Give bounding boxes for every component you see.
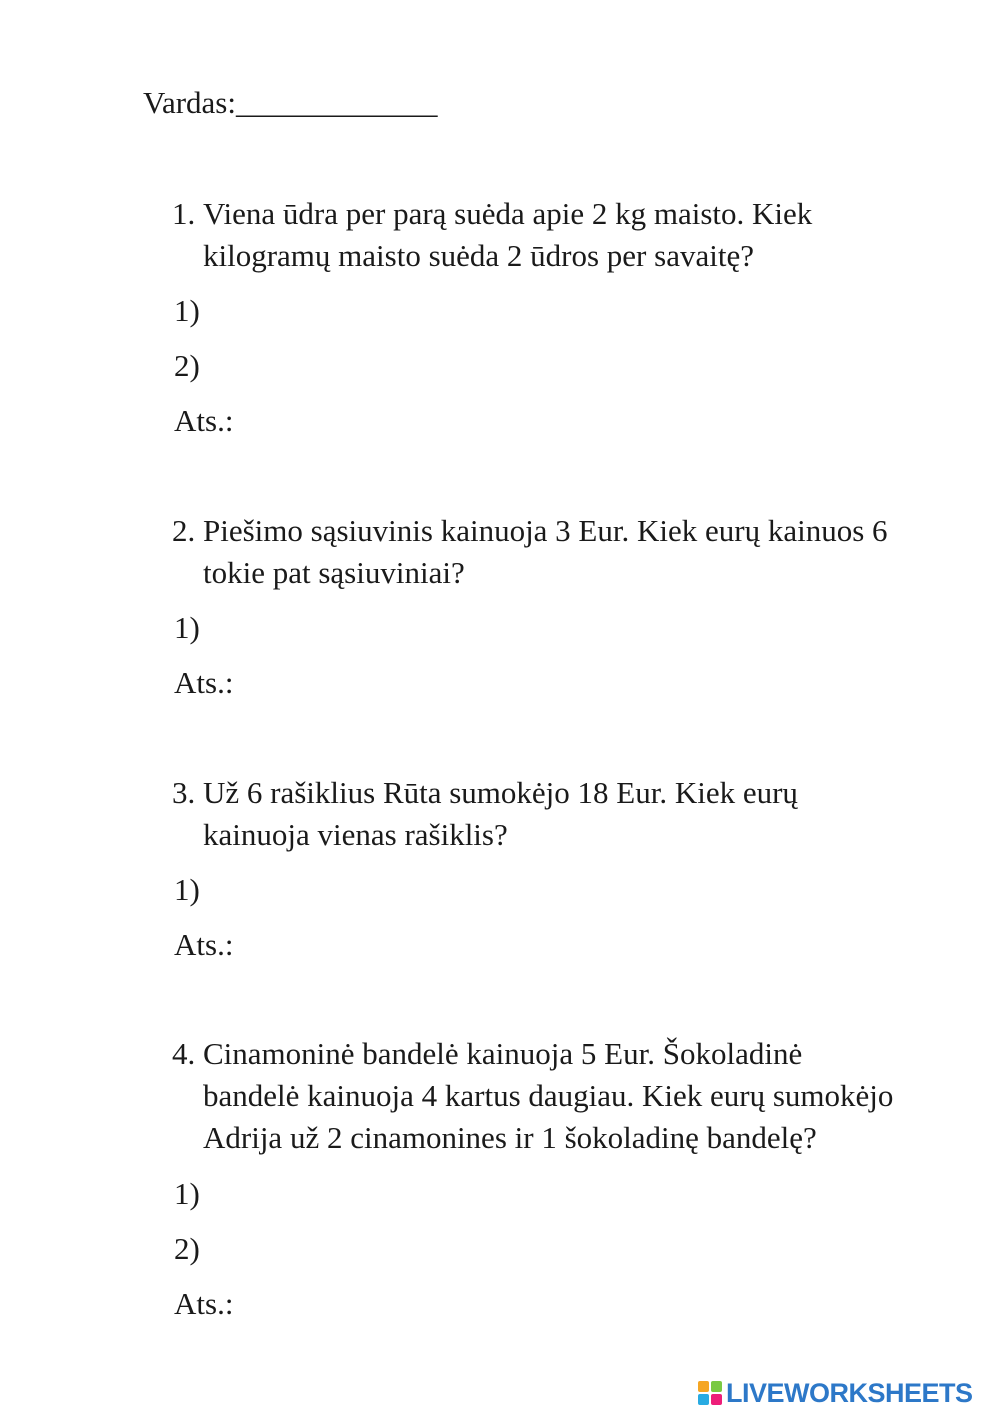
- name-label: Vardas:: [143, 85, 236, 120]
- question-2: [172, 510, 962, 594]
- liveworksheets-logo-icon: [698, 1381, 722, 1405]
- question-text-line: tokie pat sąsiuviniai?: [203, 555, 465, 590]
- solution-step: 2): [174, 1231, 200, 1266]
- question-text-line: kainuoja vienas rašiklis?: [203, 817, 508, 852]
- question-text-line: Piešimo sąsiuvinis kainuoja 3 Eur. Kiek eurų kainuos 6: [203, 513, 888, 548]
- question-4: [172, 1033, 962, 1159]
- question-3: [172, 772, 962, 856]
- liveworksheets-watermark: [698, 1375, 973, 1411]
- question-1: [172, 193, 962, 277]
- question-text-line: Adrija už 2 cinamonines ir 1 šokoladinę bandelę?: [203, 1120, 817, 1155]
- solution-step: 1): [174, 610, 200, 645]
- question-number: 1.: [172, 196, 196, 231]
- name-field: [143, 82, 437, 124]
- question-number: 3.: [172, 775, 196, 810]
- answer-label: Ats.:: [174, 403, 234, 438]
- question-text-line: Cinamoninė bandelė kainuoja 5 Eur. Šokoladinė: [203, 1036, 803, 1071]
- answer-label: Ats.:: [174, 1286, 234, 1321]
- answer-label: Ats.:: [174, 927, 234, 962]
- answer-label: Ats.:: [174, 665, 234, 700]
- name-blank: _____________: [235, 85, 438, 120]
- brand-text: LIVEWORKSHEETS: [726, 1377, 973, 1408]
- solution-step: 1): [174, 293, 200, 328]
- solution-step: 1): [174, 1176, 200, 1211]
- question-text-line: bandelė kainuoja 4 kartus daugiau. Kiek eurų sumokėjo: [203, 1078, 894, 1113]
- question-number: 2.: [172, 513, 196, 548]
- question-text-line: Už 6 rašiklius Rūta sumokėjo 18 Eur. Kiek eurų: [203, 775, 798, 810]
- question-number: 4.: [172, 1036, 196, 1071]
- question-text-line: kilogramų maisto suėda 2 ūdros per savaitę?: [203, 238, 754, 273]
- solution-step: 2): [174, 348, 200, 383]
- solution-step: 1): [174, 872, 200, 907]
- question-text-line: Viena ūdra per parą suėda apie 2 kg maisto. Kiek: [203, 196, 813, 231]
